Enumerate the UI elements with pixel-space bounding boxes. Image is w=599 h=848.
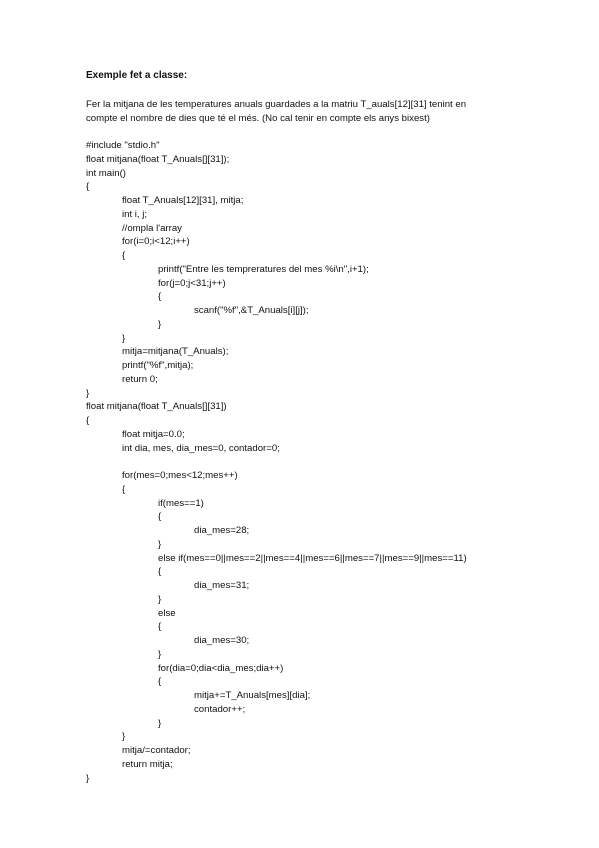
code-line: {	[86, 181, 90, 193]
code-line: #include "stdio.h"	[86, 140, 160, 151]
code-line: int dia, mes, dia_mes=0, contador=0;	[122, 442, 280, 454]
code-line: for(mes=0;mes<12;mes++)	[122, 470, 238, 481]
exercise-statement	[86, 98, 526, 126]
code-line: dia_mes=31;	[194, 580, 250, 591]
code-line: return 0;	[122, 373, 158, 385]
code-line: int main()	[86, 167, 126, 179]
code-line: }	[158, 717, 162, 729]
code-line: mitja/=contador;	[122, 745, 191, 756]
code-line: float T_Anuals[12][31], mitja;	[122, 195, 244, 206]
code-line: //ompla l'array	[122, 222, 182, 234]
code-line: }	[86, 772, 90, 784]
code-line: }	[122, 731, 126, 743]
code-line: int i, j;	[122, 208, 148, 220]
code-line: for(j=0;j<31;j++)	[158, 277, 226, 289]
code-line: {	[122, 250, 126, 261]
code-line: {	[158, 291, 162, 303]
code-line: {	[158, 621, 162, 633]
code-line: float mitja=0.0;	[122, 428, 185, 440]
code-line: float mitjana(float T_Anuals[][31]);	[86, 153, 230, 165]
code-line: }	[158, 538, 162, 550]
code-line: scanf("%f",&T_Anuals[i][j]);	[194, 305, 309, 316]
code-line: else if(mes==0||mes==2||mes==4||mes==6||mes==7||mes==9||mes==11)	[158, 552, 467, 564]
code-line: dia_mes=28;	[194, 525, 250, 536]
code-line: }	[158, 593, 162, 605]
code-line: return mitja;	[122, 758, 173, 770]
code-line: }	[122, 332, 126, 344]
code-line: {	[122, 483, 126, 495]
code-line: else	[158, 607, 176, 619]
code-line: float mitjana(float T_Anuals[][31])	[86, 401, 227, 413]
code-line: }	[158, 648, 162, 660]
code-line	[86, 455, 467, 469]
statement-line: Fer la mitjana de les temperatures anuals guardades a la matriu T_auals[12][31] tenint en	[86, 99, 467, 110]
exercise-heading: Exemple fet a classe:	[86, 70, 188, 81]
code-line: printf("Entre les tempreratures del mes %i\n",i+1);	[158, 263, 369, 275]
code-line: {	[158, 566, 162, 578]
code-line: dia_mes=30;	[194, 635, 250, 646]
code-line: mitja=mitjana(T_Anuals);	[122, 346, 229, 358]
code-line: {	[158, 511, 162, 523]
code-listing	[86, 139, 467, 785]
code-line: printf("%f",mitja);	[122, 360, 194, 371]
code-line: {	[158, 676, 162, 688]
code-line: for(dia=0;dia<dia_mes;dia++)	[158, 662, 284, 674]
code-line: if(mes==1)	[158, 497, 204, 509]
code-line: }	[158, 318, 162, 330]
code-line: for(i=0;i<12;i++)	[122, 236, 190, 248]
code-line: }	[86, 387, 90, 399]
code-line: mitja+=T_Anuals[mes][dia];	[194, 690, 311, 701]
code-line: contador++;	[194, 703, 246, 715]
statement-line: compte el nombre de dies que té el més. (No cal tenir en compte els anys bixest)	[86, 113, 430, 124]
code-line: {	[86, 415, 90, 426]
